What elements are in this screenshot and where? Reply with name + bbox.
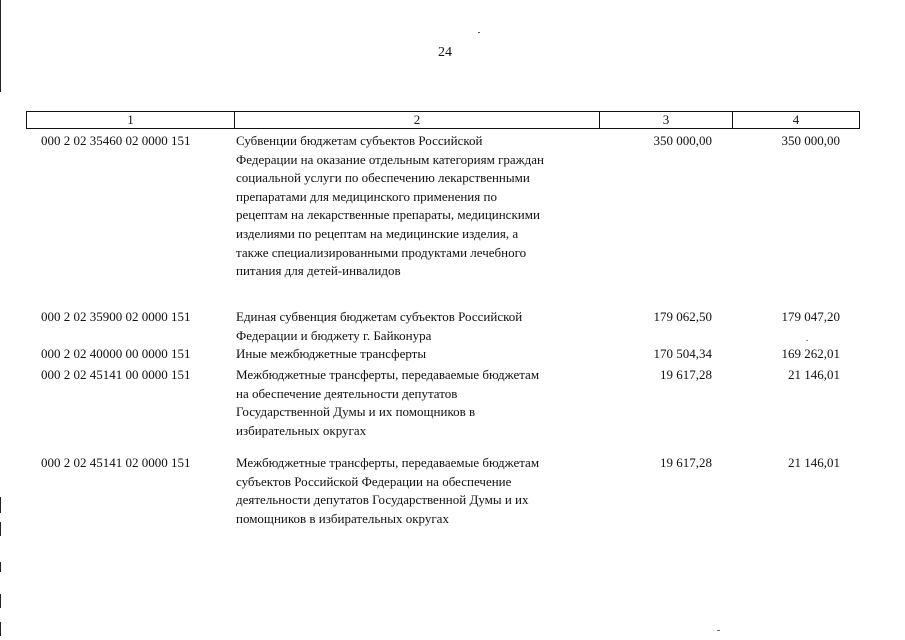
column-header-1: 1	[127, 112, 134, 127]
description-line: деятельности депутатов Государственной Думы и их	[236, 492, 529, 508]
row-description	[236, 132, 604, 281]
value-column-4: 21 146,01	[788, 455, 840, 470]
description-line: Межбюджетные трансферты, передаваемые бюджетам	[236, 455, 540, 470]
description-line: Субвенции бюджетам субъектов Российской	[236, 133, 483, 148]
value-column-3: 19 617,28	[660, 455, 712, 470]
row-description	[236, 366, 604, 440]
description-line: Межбюджетные трансферты, передаваемые бюджетам	[236, 367, 540, 382]
description-line: субъектов Российской Федерации на обеспечение	[236, 473, 512, 489]
budget-code: 000 2 02 40000 00 0000 151	[41, 346, 191, 361]
description-line: препаратами для медицинского применения по	[236, 188, 497, 204]
value-column-3: 350 000,00	[653, 133, 712, 148]
column-header-4: 4	[732, 112, 859, 128]
page-number: 24	[438, 45, 452, 60]
row-description	[236, 454, 604, 528]
budget-code: 000 2 02 45141 00 0000 151	[41, 367, 191, 382]
column-header-3: 3	[599, 112, 732, 128]
description-line: также специализированными продуктами лечебного	[236, 244, 527, 260]
description-line: Федерации и бюджету г. Байконура	[236, 327, 432, 343]
budget-code: 000 2 02 45141 02 0000 151	[41, 455, 191, 470]
budget-code: 000 2 02 35900 02 0000 151	[41, 309, 191, 324]
value-column-3: 179 062,50	[653, 309, 712, 324]
budget-code: 000 2 02 35460 02 0000 151	[41, 133, 191, 148]
description-line: на обеспечение деятельности депутатов	[236, 385, 458, 401]
value-column-4: 179 047,20	[781, 309, 840, 324]
description-line: рецептам на лекарственные препараты, медицинскими	[236, 207, 540, 223]
value-column-3: 170 504,34	[653, 346, 712, 361]
description-line: избирательных округах	[236, 422, 367, 438]
value-column-4: 21 146,01	[788, 367, 840, 382]
value-column-4: 169 262,01	[781, 346, 840, 361]
description-line: помощников в избирательных округах	[236, 510, 449, 526]
description-line: Государственной Думы и их помощников в	[236, 404, 476, 420]
column-header-2: 2	[234, 112, 599, 128]
value-column-4: 350 000,00	[781, 133, 840, 148]
description-line: Единая субвенция бюджетам субъектов Российской	[236, 309, 523, 324]
description-line: Федерации на оказание отдельным категориям граждан	[236, 151, 545, 167]
description-line: питания для детей-инвалидов	[236, 263, 401, 279]
description-line: Иные межбюджетные трансферты	[236, 346, 427, 361]
row-description	[236, 345, 604, 364]
description-line: изделиями по рецептам на медицинские изделия, а	[236, 225, 519, 241]
description-line: социальной услуги по обеспечению лекарственными	[236, 170, 530, 186]
row-description	[236, 308, 604, 345]
value-column-3: 19 617,28	[660, 367, 712, 382]
